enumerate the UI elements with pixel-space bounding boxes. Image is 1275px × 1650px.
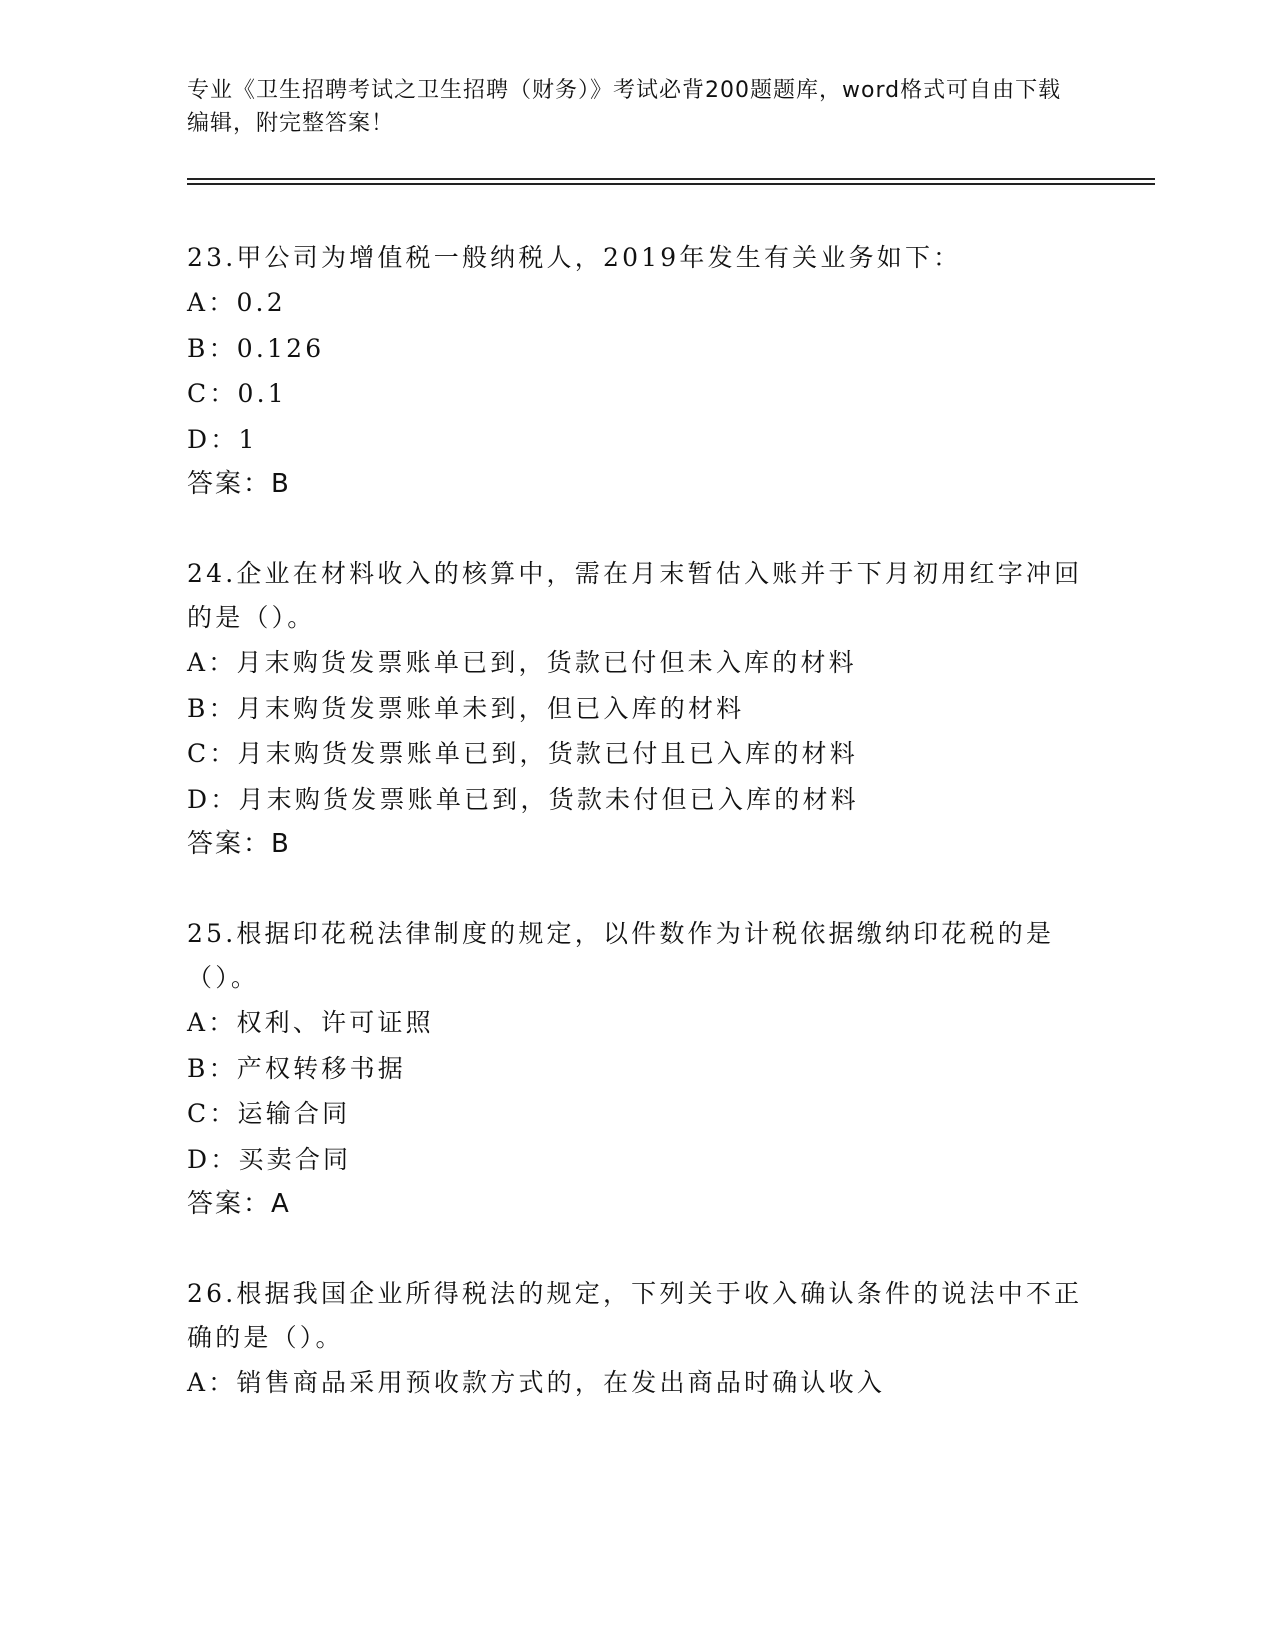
question-stem: 26.根据我国企业所得税法的规定，下列关于收入确认条件的说法中不正确的是（）。 <box>187 1279 1083 1352</box>
header-divider-top <box>187 178 1155 180</box>
question-stem: 25.根据印花税法律制度的规定，以件数作为计税依据缴纳印花税的是（）。 <box>187 919 1055 992</box>
option-a: A：0.2 <box>187 288 286 317</box>
option-a: A：权利、许可证照 <box>187 1008 434 1037</box>
option-a: A：销售商品采用预收款方式的，在发出商品时确认收入 <box>187 1368 886 1397</box>
question-23 <box>187 236 1087 506</box>
option-c: C：月末购货发票账单已到，货款已付且已入库的材料 <box>187 739 858 768</box>
header-divider-bottom <box>187 183 1155 185</box>
option-c: C：运输合同 <box>187 1099 351 1128</box>
answer: 答案：B <box>187 829 291 859</box>
question-list <box>187 236 1087 1452</box>
option-d: D：1 <box>187 424 258 454</box>
option-c: C：0.1 <box>187 379 287 408</box>
option-b: B：0.126 <box>187 333 325 363</box>
question-stem: 23.甲公司为增值税一般纳税人，2019年发生有关业务如下： <box>187 243 962 272</box>
document-header: 专业《卫生招聘考试之卫生招聘（财务）》考试必背200题题库，word格式可自由下载编辑，附完整答案！ <box>187 78 1062 136</box>
question-26 <box>187 1272 1087 1406</box>
question-stem: 24.企业在材料收入的核算中，需在月末暂估入账并于下月初用红字冲回的是（）。 <box>187 559 1083 632</box>
question-24 <box>187 552 1087 866</box>
option-d: D：月末购货发票账单已到，货款未付但已入库的材料 <box>187 784 859 814</box>
option-b: B：月末购货发票账单未到，但已入库的材料 <box>187 693 745 723</box>
question-25 <box>187 912 1087 1226</box>
option-d: D：买卖合同 <box>187 1144 352 1174</box>
option-a: A：月末购货发票账单已到，货款已付但未入库的材料 <box>187 648 857 677</box>
answer: 答案：A <box>187 1189 291 1219</box>
option-b: B：产权转移书据 <box>187 1053 406 1083</box>
answer: 答案：B <box>187 469 291 499</box>
